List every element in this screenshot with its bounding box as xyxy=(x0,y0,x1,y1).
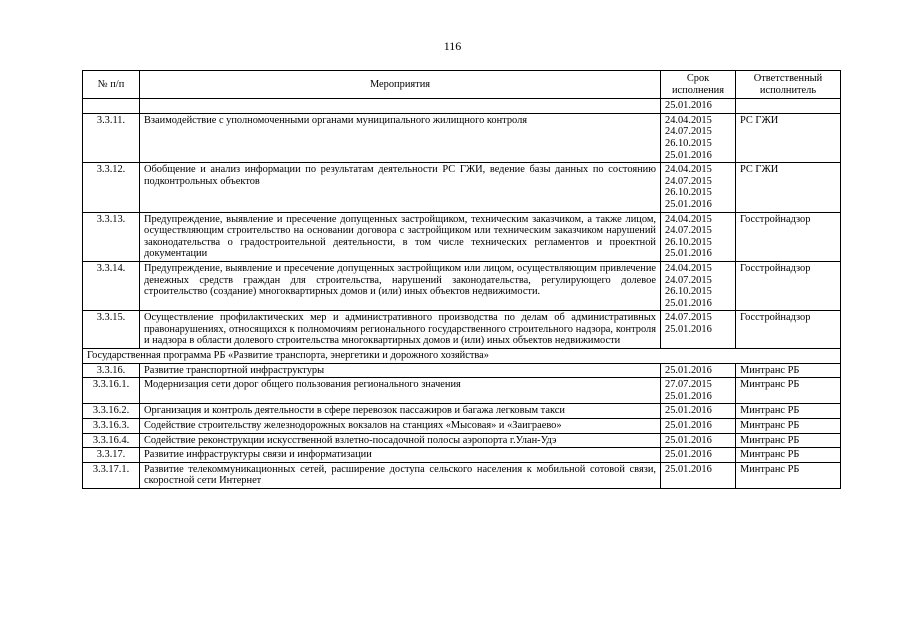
section-row xyxy=(83,349,841,364)
deadline-date: 25.01.2016 xyxy=(665,463,712,475)
deadline-date: 25.01.2016 xyxy=(665,420,712,432)
deadline-date: 24.07.2015 xyxy=(665,126,712,138)
item-number: 3.3.16. xyxy=(83,363,140,378)
activity-text: Взаимодействие с уполномоченными органами муниципального жилищного контроля xyxy=(140,113,661,162)
table-row xyxy=(83,378,841,404)
activity-text: Модернизация сети дорог общего пользования регионального значения xyxy=(140,378,661,404)
deadline-cell xyxy=(661,261,736,310)
deadline-date: 25.01.2016 xyxy=(665,390,712,402)
deadline-date: 25.01.2016 xyxy=(665,364,712,376)
activity-text: Развитие телекоммуникационных сетей, расширение доступа сельского населения к мобильной сотовой связи, скоростной сети Интернет xyxy=(140,462,661,488)
responsible-executor: Госстройнадзор xyxy=(736,261,841,310)
table-row xyxy=(83,113,841,162)
deadline-date: 25.01.2016 xyxy=(665,100,712,112)
table-row xyxy=(83,99,841,114)
deadline-cell xyxy=(661,163,736,212)
deadline-date: 24.07.2015 xyxy=(665,175,712,187)
responsible-executor: Минтранс РБ xyxy=(736,363,841,378)
deadline-date: 26.10.2015 xyxy=(665,187,712,199)
header-responsible-line-1: Ответственный xyxy=(753,73,823,84)
deadline-date: 25.01.2016 xyxy=(665,297,712,309)
responsible-executor: Госстройнадзор xyxy=(736,311,841,349)
responsible-executor: Госстройнадзор xyxy=(736,212,841,261)
item-number: 3.3.16.4. xyxy=(83,433,140,448)
activity-text: Обобщение и анализ информации по результатам деятельности РС ГЖИ, ведение базы данных по состоянию подконтрольных объектов xyxy=(140,163,661,212)
deadline-date: 25.01.2016 xyxy=(665,198,712,210)
activity-text: Предупреждение, выявление и пресечение допущенных застройщиком или лицом, осуществляющим привлечение денежных средств граждан для строительства, нарушений законодательства, регулирующего долевое строительство (создание) многоквартирных домов и (или) иных объектов недвижимости. xyxy=(140,261,661,310)
activity-text: Развитие инфраструктуры связи и информатизации xyxy=(140,448,661,463)
table-row xyxy=(83,261,841,310)
item-number: 3.3.13. xyxy=(83,212,140,261)
activities-table xyxy=(82,70,841,489)
deadline-date: 24.07.2015 xyxy=(665,225,712,237)
header-deadline xyxy=(661,71,736,99)
item-number: 3.3.16.1. xyxy=(83,378,140,404)
deadline-date: 25.01.2016 xyxy=(665,449,712,461)
header-activity: Мероприятия xyxy=(140,71,661,99)
responsible-executor: Минтранс РБ xyxy=(736,433,841,448)
table-row xyxy=(83,212,841,261)
activity-text: Осуществление профилактических мер и административного производства по делам об административных правонарушениях, относящихся к полномочиям регионального государственного строительного надзора, контроля и надзора в области долевого строительства многоквартирных домов и (или) иных объектов недвижимости xyxy=(140,311,661,349)
activity-text: Организация и контроль деятельности в сфере перевозок пассажиров и багажа легковым такси xyxy=(140,404,661,419)
table-row xyxy=(83,363,841,378)
responsible-executor: Минтранс РБ xyxy=(736,419,841,434)
deadline-cell xyxy=(661,462,736,488)
activity-text: Развитие транспортной инфраструктуры xyxy=(140,363,661,378)
header-responsible xyxy=(736,71,841,99)
item-number: 3.3.17. xyxy=(83,448,140,463)
item-number: 3.3.16.3. xyxy=(83,419,140,434)
deadline-date: 25.01.2016 xyxy=(665,405,712,417)
responsible-executor: Минтранс РБ xyxy=(736,462,841,488)
table-row xyxy=(83,311,841,349)
header-deadline-line-2: исполнения xyxy=(671,84,725,96)
table-row xyxy=(83,433,841,448)
responsible-executor xyxy=(736,99,841,114)
deadline-cell xyxy=(661,433,736,448)
deadline-date: 25.01.2016 xyxy=(665,149,712,161)
page-number: 116 xyxy=(443,39,462,53)
header-responsible-line-2: исполнитель xyxy=(759,84,817,96)
deadline-date: 24.04.2015 xyxy=(665,262,712,274)
activity-text xyxy=(140,99,661,114)
table-header-row xyxy=(83,71,841,99)
section-title: Государственная программа РБ «Развитие транспорта, энергетики и дорожного хозяйства» xyxy=(83,349,841,364)
deadline-cell xyxy=(661,404,736,419)
deadline-date: 24.04.2015 xyxy=(665,213,712,225)
responsible-executor: Минтранс РБ xyxy=(736,404,841,419)
deadline-cell xyxy=(661,419,736,434)
activity-text: Содействие реконструкции искусственной взлетно-посадочной полосы аэропорта г.Улан-Удэ xyxy=(140,433,661,448)
header-deadline-line-1: Срок xyxy=(686,73,710,84)
item-number: 3.3.17.1. xyxy=(83,462,140,488)
deadline-date: 27.07.2015 xyxy=(665,379,712,391)
table-row xyxy=(83,163,841,212)
item-number: 3.3.14. xyxy=(83,261,140,310)
deadline-cell xyxy=(661,378,736,404)
deadline-date: 26.10.2015 xyxy=(665,137,712,149)
deadline-cell xyxy=(661,448,736,463)
table-row xyxy=(83,448,841,463)
deadline-cell xyxy=(661,113,736,162)
table-body xyxy=(83,99,841,489)
responsible-executor: РС ГЖИ xyxy=(736,163,841,212)
header-number: № п/п xyxy=(83,71,140,99)
deadline-cell xyxy=(661,99,736,114)
deadline-date: 26.10.2015 xyxy=(665,286,712,298)
table-row xyxy=(83,462,841,488)
item-number: 3.3.11. xyxy=(83,113,140,162)
deadline-date: 25.01.2016 xyxy=(665,323,712,335)
activity-text: Предупреждение, выявление и пресечение допущенных застройщиком, техническим заказчиком, а также лицом, осуществляющим строительство на основании договора с застройщиком или техническим заказчиком нарушений законодательства о градостроительной деятельности, в том числе технических регламентов и проектной документации xyxy=(140,212,661,261)
responsible-executor: РС ГЖИ xyxy=(736,113,841,162)
responsible-executor: Минтранс РБ xyxy=(736,448,841,463)
deadline-date: 24.07.2015 xyxy=(665,312,712,324)
item-number: 3.3.16.2. xyxy=(83,404,140,419)
deadline-date: 26.10.2015 xyxy=(665,236,712,248)
deadline-cell xyxy=(661,311,736,349)
activity-text: Содействие строительству железнодорожных вокзалов на станциях «Мысовая» и «Заиграево» xyxy=(140,419,661,434)
responsible-executor: Минтранс РБ xyxy=(736,378,841,404)
deadline-date: 24.04.2015 xyxy=(665,164,712,176)
deadline-cell xyxy=(661,363,736,378)
deadline-date: 25.01.2016 xyxy=(665,248,712,260)
item-number xyxy=(83,99,140,114)
deadline-date: 24.07.2015 xyxy=(665,274,712,286)
item-number: 3.3.15. xyxy=(83,311,140,349)
deadline-date: 24.04.2015 xyxy=(665,114,712,126)
item-number: 3.3.12. xyxy=(83,163,140,212)
table-row xyxy=(83,404,841,419)
table-row xyxy=(83,419,841,434)
deadline-date: 25.01.2016 xyxy=(665,434,712,446)
deadline-cell xyxy=(661,212,736,261)
